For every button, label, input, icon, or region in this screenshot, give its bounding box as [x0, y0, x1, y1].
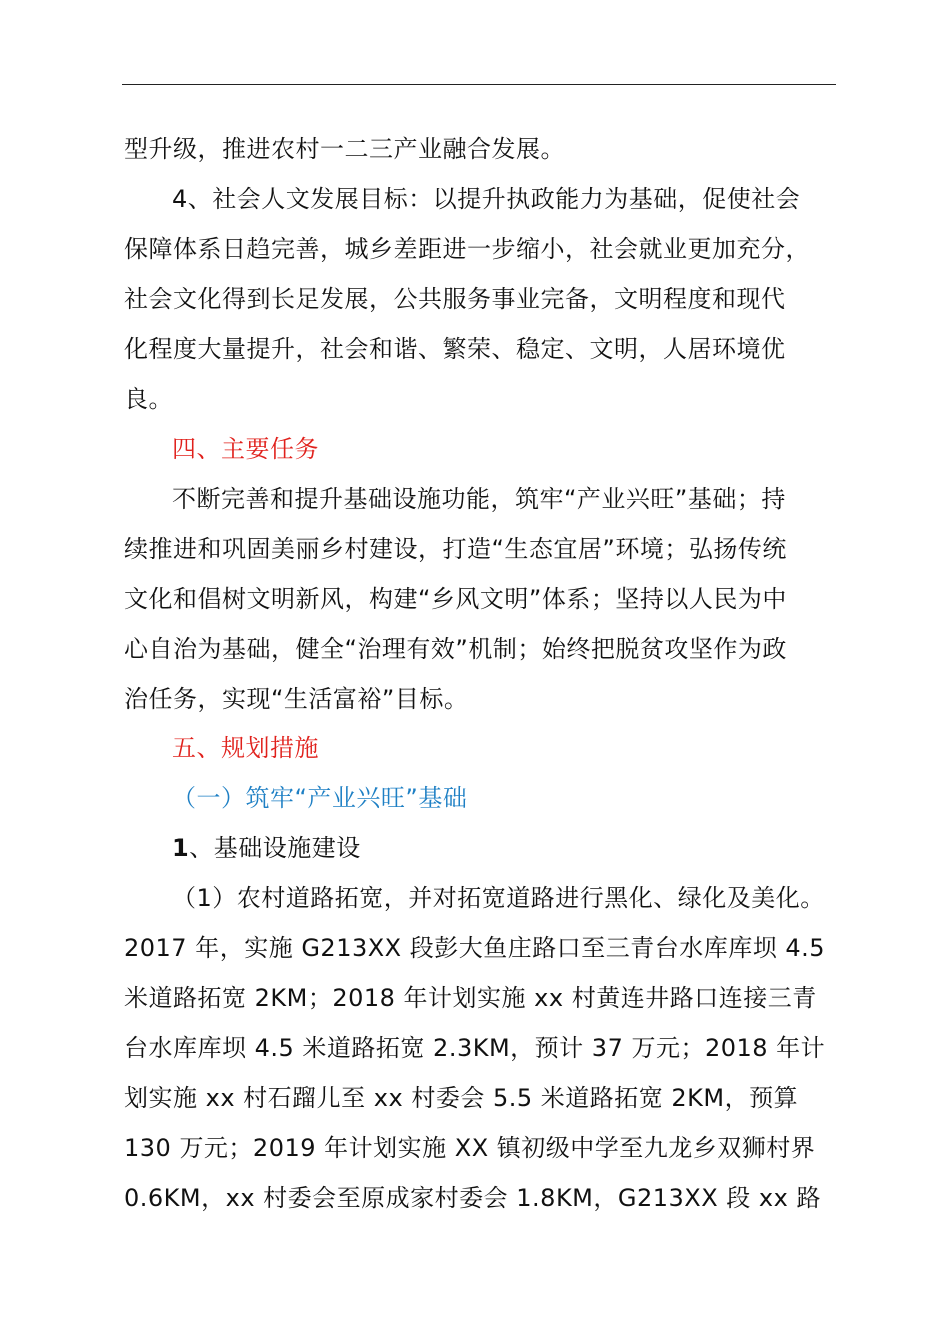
paragraph-line: 130 万元；2019 年计划实施 XX 镇初级中学至九龙乡双狮村界 — [124, 1134, 816, 1162]
section-heading-measures: 五、规划措施 — [172, 734, 319, 762]
paragraph-line: 4、社会人文发展目标：以提升执政能力为基础，促使社会 — [172, 185, 801, 213]
section-heading-main-tasks: 四、主要任务 — [172, 435, 319, 463]
paragraph-line: 不断完善和提升基础设施功能，筑牢“产业兴旺”基础；持 — [172, 485, 786, 513]
paragraph-line: 米道路拓宽 2KM；2018 年计划实施 xx 村黄连井路口连接三青 — [124, 984, 817, 1012]
paragraph-line: （1）农村道路拓宽，并对拓宽道路进行黑化、绿化及美化。 — [172, 884, 825, 912]
item-title: 、基础设施建设 — [189, 834, 361, 862]
paragraph-line: 2017 年，实施 G213XX 段彭大鱼庄路口至三青台水库库坝 4.5 — [124, 934, 826, 962]
header-rule — [122, 84, 836, 85]
paragraph-line: 0.6KM，xx 村委会至原成家村委会 1.8KM，G213XX 段 xx 路 — [124, 1184, 821, 1212]
item-heading — [172, 823, 888, 873]
item-number: 1 — [172, 834, 190, 862]
paragraph-line: 心自治为基础，健全“治理有效”机制；始终把脱贫攻坚作为政 — [124, 635, 787, 663]
paragraph-line: 化程度大量提升，社会和谐、繁荣、稳定、文明，人居环境优 — [124, 335, 786, 363]
paragraph-line: 良。 — [124, 385, 173, 413]
paragraph-line: 台水库库坝 4.5 米道路拓宽 2.3KM，预计 37 万元；2018 年计 — [124, 1034, 826, 1062]
paragraph-line: 划实施 xx 村石蹓儿至 xx 村委会 5.5 米道路拓宽 2KM，预算 — [124, 1084, 799, 1112]
paragraph-line: 治任务，实现“生活富裕”目标。 — [124, 685, 469, 713]
paragraph-line: 文化和倡树文明新风，构建“乡风文明”体系；坚持以人民为中 — [124, 585, 787, 613]
subsection-heading: （一）筑牢“产业兴旺”基础 — [172, 784, 468, 812]
paragraph-line: 保障体系日趋完善，城乡差距进一步缩小，社会就业更加充分， — [124, 235, 810, 263]
paragraph-line: 社会文化得到长足发展，公共服务事业完备，文明程度和现代 — [124, 285, 786, 313]
paragraph-line: 型升级，推进农村一二三产业融合发展。 — [124, 135, 565, 163]
paragraph-line: 续推进和巩固美丽乡村建设，打造“生态宜居”环境；弘扬传统 — [124, 535, 787, 563]
